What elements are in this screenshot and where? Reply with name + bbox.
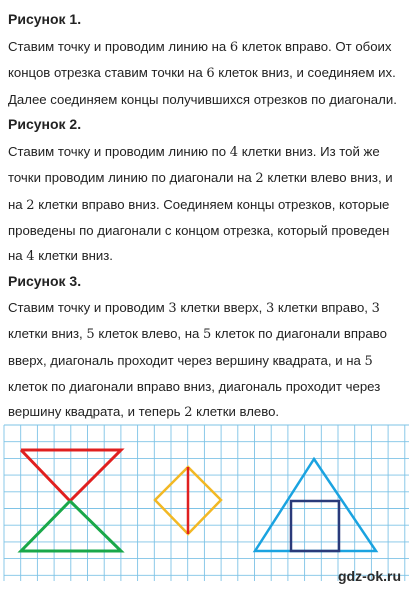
text-run: клеток по диагонали вправо вниз, диагональ проходит через вершину квадрата, и теперь bbox=[8, 378, 381, 420]
number: 3 bbox=[265, 301, 275, 316]
text-run: клеток вниз, и соединяем их. Далее соединяем концы получившихся отрезков по диагонали. bbox=[8, 65, 397, 107]
text-run: Ставим точку и проводим bbox=[8, 300, 169, 315]
number: 2 bbox=[26, 197, 35, 213]
text-run: клетки вниз, bbox=[8, 326, 87, 342]
number: 3 bbox=[371, 301, 380, 316]
site-watermark: gdz-ok.ru bbox=[338, 568, 401, 584]
figure-3-heading: Рисунок 3. bbox=[8, 273, 82, 289]
figure-3-text bbox=[8, 295, 406, 425]
text-run: Ставим точку и проводим линию по bbox=[8, 144, 230, 159]
figure-2-drawing bbox=[155, 467, 221, 534]
text-run: клетки вправо вниз. Соединяем концы отрезков, которые проведены по диагонали с концом отрезка, который проведен на bbox=[8, 196, 390, 264]
number: 3 bbox=[168, 301, 177, 316]
figure-1-heading: Рисунок 1. bbox=[8, 11, 82, 27]
number: 4 bbox=[26, 249, 35, 265]
figure-1-text bbox=[8, 34, 406, 112]
text-run: клетки вверх, bbox=[176, 300, 266, 315]
number: 4 bbox=[229, 145, 239, 160]
text-run: клеток влево, на bbox=[94, 326, 204, 342]
figure-2-text bbox=[8, 139, 406, 269]
text-run: клетки вниз. Из той же точки проводим линию по диагонали на bbox=[8, 144, 380, 186]
text-run: клеток по диагонали вправо вверх, диагональ проходит через вершину квадрата, и на bbox=[8, 326, 387, 368]
number: 6 bbox=[206, 66, 215, 82]
text-run: клетки влево вниз, и на bbox=[8, 170, 393, 212]
text-run: клеток вправо. От обоих концов отрезка ставим точки на bbox=[8, 39, 392, 81]
text-run: клетки вправо, bbox=[274, 300, 372, 315]
text-run: клетки влево. bbox=[192, 404, 280, 420]
figure-3-drawing bbox=[255, 459, 376, 551]
number: 5 bbox=[203, 327, 212, 343]
cyan-triangle bbox=[255, 459, 376, 551]
text-run: клетки вниз. bbox=[34, 248, 113, 264]
number: 5 bbox=[86, 327, 95, 343]
graph-paper-grid bbox=[4, 425, 409, 581]
figure-2-heading: Рисунок 2. bbox=[8, 116, 82, 132]
number: 6 bbox=[229, 40, 239, 55]
number: 5 bbox=[364, 353, 373, 369]
text-run: Ставим точку и проводим линию на bbox=[8, 39, 230, 54]
number: 2 bbox=[255, 171, 264, 187]
number: 2 bbox=[184, 405, 193, 421]
